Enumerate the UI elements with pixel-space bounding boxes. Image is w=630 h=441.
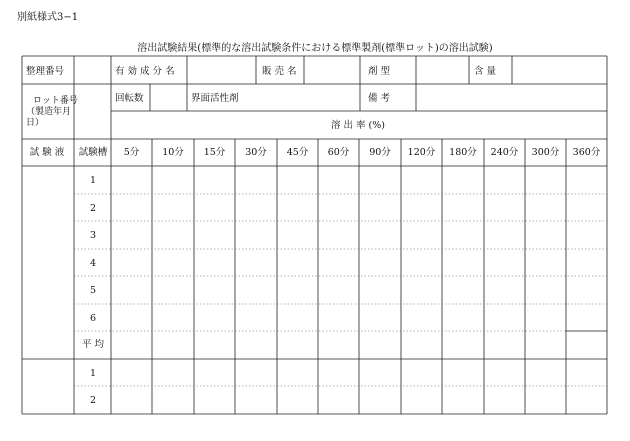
time-header: 240分	[490, 147, 519, 158]
vessel-number: 3	[89, 230, 97, 241]
vessel-number: 5	[89, 285, 97, 296]
label-dissolution-rate: 溶 出 率 (%)	[331, 120, 385, 131]
label-test-fluid: 試 験 液	[29, 147, 65, 158]
time-header: 30分	[245, 147, 267, 158]
label-seiri-bango: 整理番号	[26, 66, 65, 77]
label-lot-3: 日）	[26, 118, 45, 128]
time-header: 15分	[203, 147, 226, 158]
time-header: 300分	[531, 147, 560, 158]
time-header: 90分	[369, 147, 391, 158]
time-header: 120分	[407, 147, 436, 158]
vessel-number: 1	[89, 368, 97, 379]
label-lot-1: ロット番号	[33, 96, 78, 106]
form-title: 溶出試験結果(標準的な溶出試験条件における標準製剤(標準ロット)の溶出試験)	[137, 43, 493, 54]
vessel-number: 4	[89, 258, 97, 269]
label-lot-2: （製造年月	[26, 107, 72, 117]
vessel-number: 2	[89, 203, 97, 214]
time-header: 360分	[572, 147, 601, 158]
vessel-number: 6	[89, 313, 97, 324]
label-kaimen: 界面活性剤	[191, 93, 239, 104]
time-header: 5分	[123, 147, 140, 158]
vessel-number: 2	[89, 395, 97, 406]
label-ganryou: 含 量	[474, 66, 497, 77]
label-hanbai-mei: 販 売 名	[262, 66, 297, 77]
label-biko: 備 考	[368, 93, 391, 104]
label-kaitensu: 回転数	[115, 93, 144, 104]
form-id: 別紙様式3−1	[17, 12, 79, 23]
label-vessel: 試験槽	[78, 147, 108, 158]
vessel-number: 1	[89, 175, 97, 186]
time-header: 180分	[449, 147, 477, 158]
label-yukou-seibun: 有 効 成 分 名	[115, 66, 175, 77]
label-zaikei: 剤 型	[368, 66, 391, 77]
time-header: 60分	[327, 147, 350, 158]
time-header: 45分	[286, 147, 309, 158]
label-average: 平 均	[81, 339, 105, 350]
time-header: 10分	[162, 147, 184, 158]
